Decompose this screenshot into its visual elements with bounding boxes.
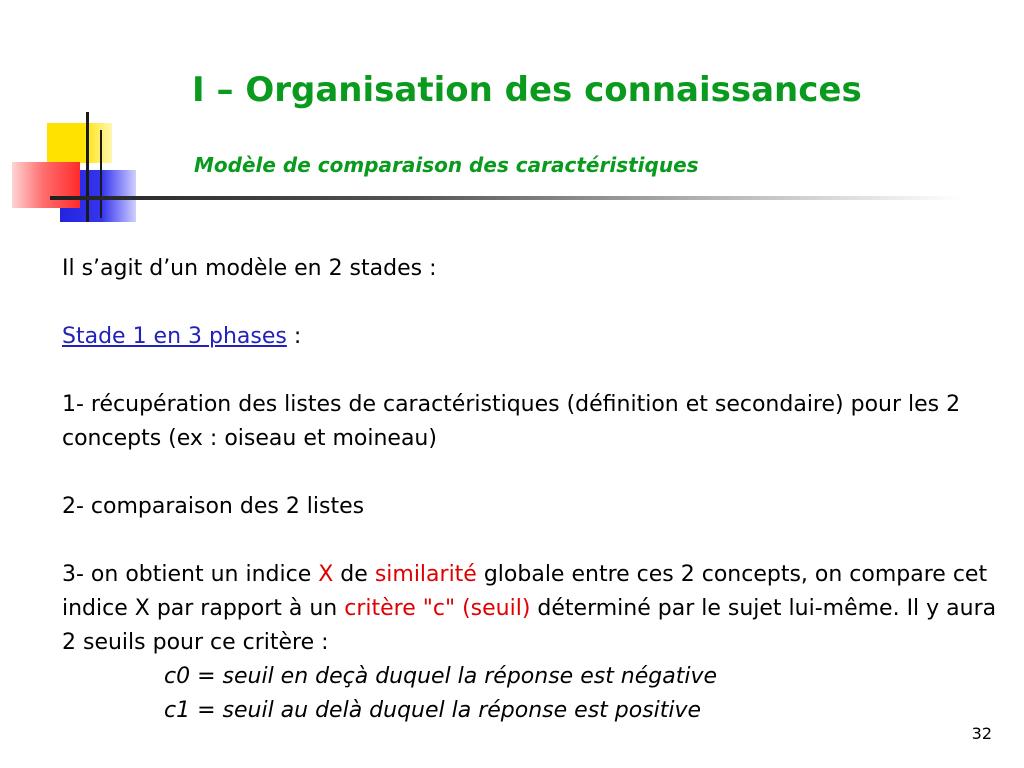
- item-1: 1- récupération des listes de caractéristiques (définition et secondaire) pour les 2 concepts (ex : oiseau et moineau): [62, 392, 961, 451]
- item-3: [62, 558, 1002, 660]
- threshold-c1: c1 = seuil au delà duquel la réponse est positive: [164, 698, 702, 723]
- vertical-bar-thin: [100, 130, 102, 218]
- horizontal-rule: [50, 196, 960, 200]
- stage1-link[interactable]: Stade 1 en 3 phases: [62, 324, 287, 349]
- intro-text: Il s’agit d’un modèle en 2 stades :: [62, 256, 437, 281]
- item-3-part3: globale entre ces 2 concepts, on compare cet indice X par rapport à un: [62, 562, 988, 621]
- item-2: 2- comparaison des 2 listes: [62, 494, 365, 519]
- yellow-square: [47, 123, 112, 163]
- slide-content: [62, 252, 1002, 728]
- stage1-line: [62, 320, 1002, 354]
- red-square: [12, 162, 80, 208]
- item-3-part4: déterminé par le sujet lui-même. Il y aura 2 seuils pour ce critère :: [62, 596, 997, 655]
- threshold-c0: c0 = seuil en deçà duquel la réponse est négative: [164, 664, 718, 689]
- item-3-part2: de: [333, 562, 375, 587]
- slide-title: I – Organisation des connaissances: [192, 70, 862, 110]
- stage1-colon: :: [286, 324, 302, 349]
- criterion-term: critère "c" (seuil): [344, 596, 531, 621]
- index-x: X: [318, 562, 334, 587]
- vertical-bar: [86, 112, 89, 222]
- slide-logo: [0, 0, 160, 240]
- page-number: 32: [971, 724, 992, 743]
- similarity-term: similarité: [374, 562, 477, 587]
- slide-subtitle: Modèle de comparaison des caractéristiques: [194, 153, 699, 177]
- item-3-part1: 3- on obtient un indice: [62, 562, 319, 587]
